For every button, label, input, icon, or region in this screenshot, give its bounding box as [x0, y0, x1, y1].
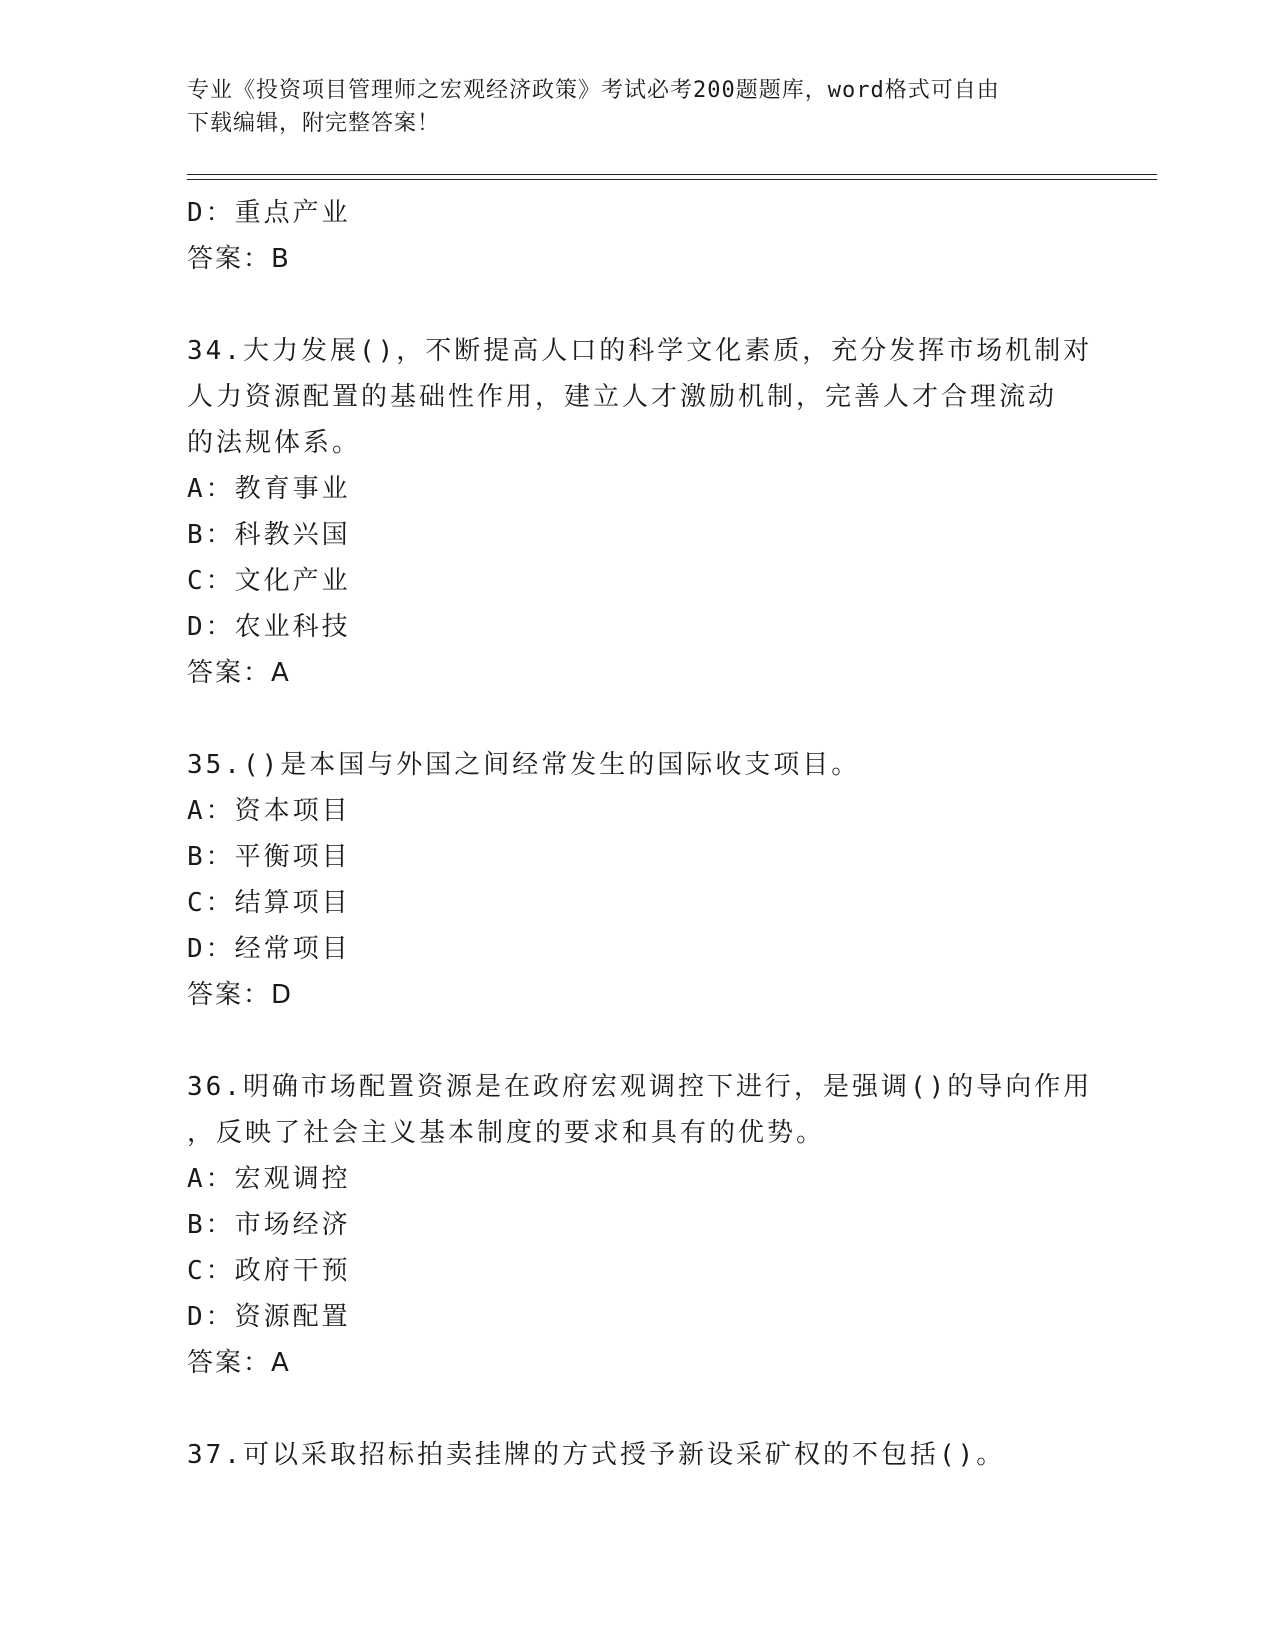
question-stem: 的法规体系。 — [187, 428, 362, 458]
option-c: C：政府干预 — [187, 1256, 351, 1286]
option-c: C：结算项目 — [187, 888, 351, 918]
header-line-2: 下载编辑，附完整答案！ — [187, 111, 441, 136]
option-a: A：教育事业 — [187, 474, 351, 504]
question-34 — [187, 328, 1093, 696]
question-stem: 34.大力发展()，不断提高人口的科学文化素质，充分发挥市场机制对 — [187, 336, 1093, 366]
option-a: A：资本项目 — [187, 796, 351, 826]
option-d: D：重点产业 — [187, 198, 351, 228]
question-stem: 36.明确市场配置资源是在政府宏观调控下进行，是强调()的导向作用 — [187, 1072, 1093, 1102]
option-d: D：农业科技 — [187, 612, 351, 642]
option-b: B：科教兴国 — [187, 520, 351, 550]
question-33-tail — [187, 190, 1087, 282]
question-stem: ，反映了社会主义基本制度的要求和具有的优势。 — [187, 1118, 826, 1148]
option-d: D：资源配置 — [187, 1302, 351, 1332]
option-b: B：平衡项目 — [187, 842, 351, 872]
question-stem: 37.可以采取招标拍卖挂牌的方式授予新设采矿权的不包括()。 — [187, 1440, 1006, 1470]
answer: 答案：A — [187, 658, 291, 688]
answer: 答案：D — [187, 980, 294, 1010]
header-line-1: 专业《投资项目管理师之宏观经济政策》考试必考200题题库，word格式可自由 — [187, 78, 1000, 103]
question-37 — [187, 1432, 1087, 1478]
answer: 答案：A — [187, 1348, 291, 1378]
document-header — [187, 74, 1087, 140]
header-divider-bottom — [187, 179, 1157, 180]
header-divider-top — [187, 174, 1157, 175]
question-36 — [187, 1064, 1093, 1386]
question-35 — [187, 742, 1087, 1018]
option-b: B：市场经济 — [187, 1210, 351, 1240]
option-a: A：宏观调控 — [187, 1164, 351, 1194]
option-d: D：经常项目 — [187, 934, 351, 964]
question-stem: 人力资源配置的基础性作用，建立人才激励机制，完善人才合理流动 — [187, 382, 1058, 412]
answer: 答案：B — [187, 244, 291, 274]
question-stem: 35.()是本国与外国之间经常发生的国际收支项目。 — [187, 750, 861, 780]
question-list — [187, 190, 1093, 1478]
option-c: C：文化产业 — [187, 566, 351, 596]
